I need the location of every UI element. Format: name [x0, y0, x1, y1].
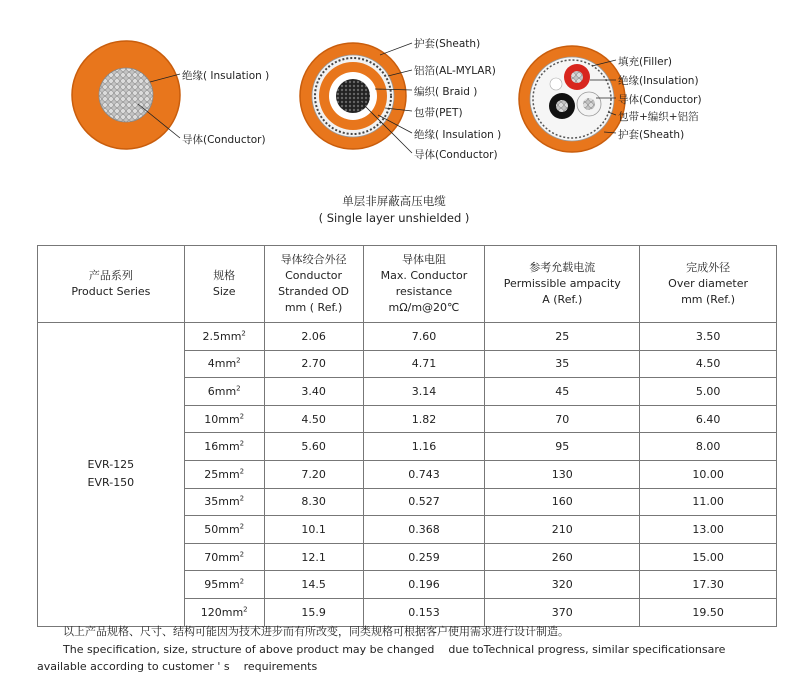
- right-filler-label: 填充(Filler): [618, 56, 672, 68]
- size-unit-superscript: 2: [239, 522, 245, 531]
- header-text: Permissible ampacity: [503, 277, 621, 290]
- od-cell: 12.1: [264, 543, 363, 571]
- left-insulation-label: 绝缘( Insulation ): [182, 70, 270, 82]
- diameter-cell: 4.50: [640, 350, 777, 378]
- od-cell: 10.1: [264, 516, 363, 544]
- diameter-cell: 5.00: [640, 378, 777, 406]
- size-value: 95mm: [204, 578, 240, 592]
- size-unit-superscript: 2: [239, 439, 245, 448]
- size-cell: [184, 598, 264, 626]
- table-header-row: [38, 246, 777, 323]
- middle-pet-label: 包带(PET): [414, 107, 463, 119]
- header-text: 导体电阻: [401, 253, 446, 266]
- header-text: A (Ref.): [542, 293, 583, 306]
- header-text: resistance: [395, 285, 453, 298]
- diameter-cell: 17.30: [640, 571, 777, 599]
- table-row: [38, 323, 777, 351]
- size-unit-superscript: 2: [243, 605, 248, 614]
- header-ampacity: [485, 246, 640, 323]
- size-cell: [184, 405, 264, 433]
- diameter-cell: 19.50: [640, 598, 777, 626]
- ampacity-cell: 260: [485, 543, 640, 571]
- size-unit-superscript: 2: [239, 549, 245, 558]
- header-text: Product Series: [71, 285, 151, 298]
- od-cell: 5.60: [264, 433, 363, 461]
- resistance-cell: 0.196: [363, 571, 485, 599]
- middle-braid-label: 编织( Braid ): [414, 86, 478, 98]
- diameter-cell: 3.50: [640, 323, 777, 351]
- resistance-cell: 0.259: [363, 543, 485, 571]
- od-cell: 3.40: [264, 378, 363, 406]
- header-resistance: [363, 246, 485, 323]
- size-cell: [184, 433, 264, 461]
- ampacity-cell: 70: [485, 405, 640, 433]
- od-cell: 2.06: [264, 323, 363, 351]
- header-text: 规格: [213, 269, 236, 282]
- ampacity-cell: 45: [485, 378, 640, 406]
- size-unit-superscript: 2: [239, 467, 245, 476]
- middle-al-mylar-label: 铝箔(AL-MYLAR): [414, 65, 496, 77]
- diameter-cell: 8.00: [640, 433, 777, 461]
- size-cell: [184, 571, 264, 599]
- header-text: mΩ/m@20℃: [388, 301, 460, 314]
- size-value: 4mm: [207, 357, 237, 371]
- footnote-zh: 以上产品规格、尺寸、结构可能因为技术进步而有所改变，同类规格可根据客户使用需求进行设计制造。: [63, 625, 569, 638]
- caption-en: ( Single layer unshielded ): [318, 211, 470, 225]
- header-text: Conductor: [285, 269, 343, 282]
- spec-table: [37, 245, 777, 627]
- resistance-cell: 7.60: [363, 323, 485, 351]
- header-text: Stranded OD: [278, 285, 350, 298]
- ampacity-cell: 95: [485, 433, 640, 461]
- resistance-cell: 0.527: [363, 488, 485, 516]
- header-text: 导体绞合外径: [280, 253, 347, 266]
- size-value: 2.5mm: [202, 329, 242, 343]
- ampacity-cell: 210: [485, 516, 640, 544]
- od-cell: 7.20: [264, 460, 363, 488]
- resistance-cell: 0.368: [363, 516, 485, 544]
- footnote-en-line1: The specification, size, structure of above product may be changed due toTechnical progress, similar specificationsare: [63, 643, 726, 656]
- header-text: mm (Ref.): [681, 293, 736, 306]
- middle-conductor-label: 导体(Conductor): [414, 149, 498, 161]
- size-value: 50mm: [204, 522, 240, 536]
- right-insulation-label: 绝缘(Insulation): [618, 75, 699, 87]
- resistance-cell: 3.14: [363, 378, 485, 406]
- header-text: Size: [212, 285, 236, 298]
- diameter-cell: 10.00: [640, 460, 777, 488]
- resistance-cell: 0.153: [363, 598, 485, 626]
- resistance-cell: 0.743: [363, 460, 485, 488]
- header-over-diameter: [640, 246, 777, 323]
- diameter-cell: 15.00: [640, 543, 777, 571]
- header-size: [184, 246, 264, 323]
- size-value: 25mm: [204, 467, 240, 481]
- size-unit-superscript: 2: [236, 384, 241, 393]
- series-cell: [38, 323, 185, 627]
- series-name: EVR-150: [87, 476, 135, 490]
- series-name: EVR-125: [87, 458, 135, 472]
- middle-cable-diagram: [300, 43, 412, 153]
- cable-diagrams: [0, 0, 788, 175]
- size-cell: [184, 460, 264, 488]
- footnote-en-line2: available according to customer ' s requirements: [37, 660, 318, 673]
- left-conductor-label: 导体(Conductor): [182, 134, 266, 146]
- od-cell: 14.5: [264, 571, 363, 599]
- size-unit-superscript: 2: [236, 356, 241, 365]
- size-unit-superscript: 2: [239, 494, 245, 503]
- od-cell: 8.30: [264, 488, 363, 516]
- diameter-cell: 6.40: [640, 405, 777, 433]
- size-cell: [184, 378, 264, 406]
- right-conductor-label: 导体(Conductor): [618, 94, 702, 106]
- ampacity-cell: 320: [485, 571, 640, 599]
- ampacity-cell: 35: [485, 350, 640, 378]
- header-conductor-od: [264, 246, 363, 323]
- ampacity-cell: 160: [485, 488, 640, 516]
- size-cell: [184, 516, 264, 544]
- middle-sheath-label: 护套(Sheath): [414, 38, 481, 50]
- size-unit-superscript: 2: [239, 411, 245, 420]
- size-unit-superscript: 2: [239, 577, 245, 586]
- right-wrap-braid-foil-label: 包带+编织+铝箔: [618, 111, 699, 123]
- diameter-cell: 11.00: [640, 488, 777, 516]
- resistance-cell: 4.71: [363, 350, 485, 378]
- od-cell: 4.50: [264, 405, 363, 433]
- header-text: Over diameter: [668, 277, 748, 290]
- ampacity-cell: 130: [485, 460, 640, 488]
- size-unit-superscript: 2: [241, 329, 246, 338]
- od-cell: 2.70: [264, 350, 363, 378]
- caption-zh: 单层非屏蔽高压电缆: [342, 194, 446, 208]
- right-sheath-label: 护套(Sheath): [618, 129, 685, 141]
- header-text: 完成外径: [686, 261, 731, 274]
- right-cable-diagram: [519, 46, 625, 152]
- size-cell: [184, 350, 264, 378]
- diameter-cell: 13.00: [640, 516, 777, 544]
- size-value: 70mm: [204, 550, 240, 564]
- size-cell: [184, 543, 264, 571]
- size-value: 35mm: [204, 495, 240, 509]
- header-product-series: [38, 246, 185, 323]
- size-value: 120mm: [200, 605, 244, 619]
- header-text: 参考允载电流: [529, 261, 596, 274]
- header-text: 产品系列: [88, 269, 133, 282]
- size-value: 6mm: [207, 384, 237, 398]
- middle-insulation-label: 绝缘( Insulation ): [414, 129, 502, 141]
- size-value: 10mm: [204, 412, 240, 426]
- size-cell: [184, 488, 264, 516]
- ampacity-cell: 25: [485, 323, 640, 351]
- size-cell: [184, 323, 264, 351]
- resistance-cell: 1.16: [363, 433, 485, 461]
- size-value: 16mm: [204, 440, 240, 454]
- header-text: Max. Conductor: [380, 269, 468, 282]
- left-cable-diagram: [72, 41, 180, 149]
- resistance-cell: 1.82: [363, 405, 485, 433]
- ampacity-cell: 370: [485, 598, 640, 626]
- header-text: mm ( Ref.): [284, 301, 343, 314]
- od-cell: 15.9: [264, 598, 363, 626]
